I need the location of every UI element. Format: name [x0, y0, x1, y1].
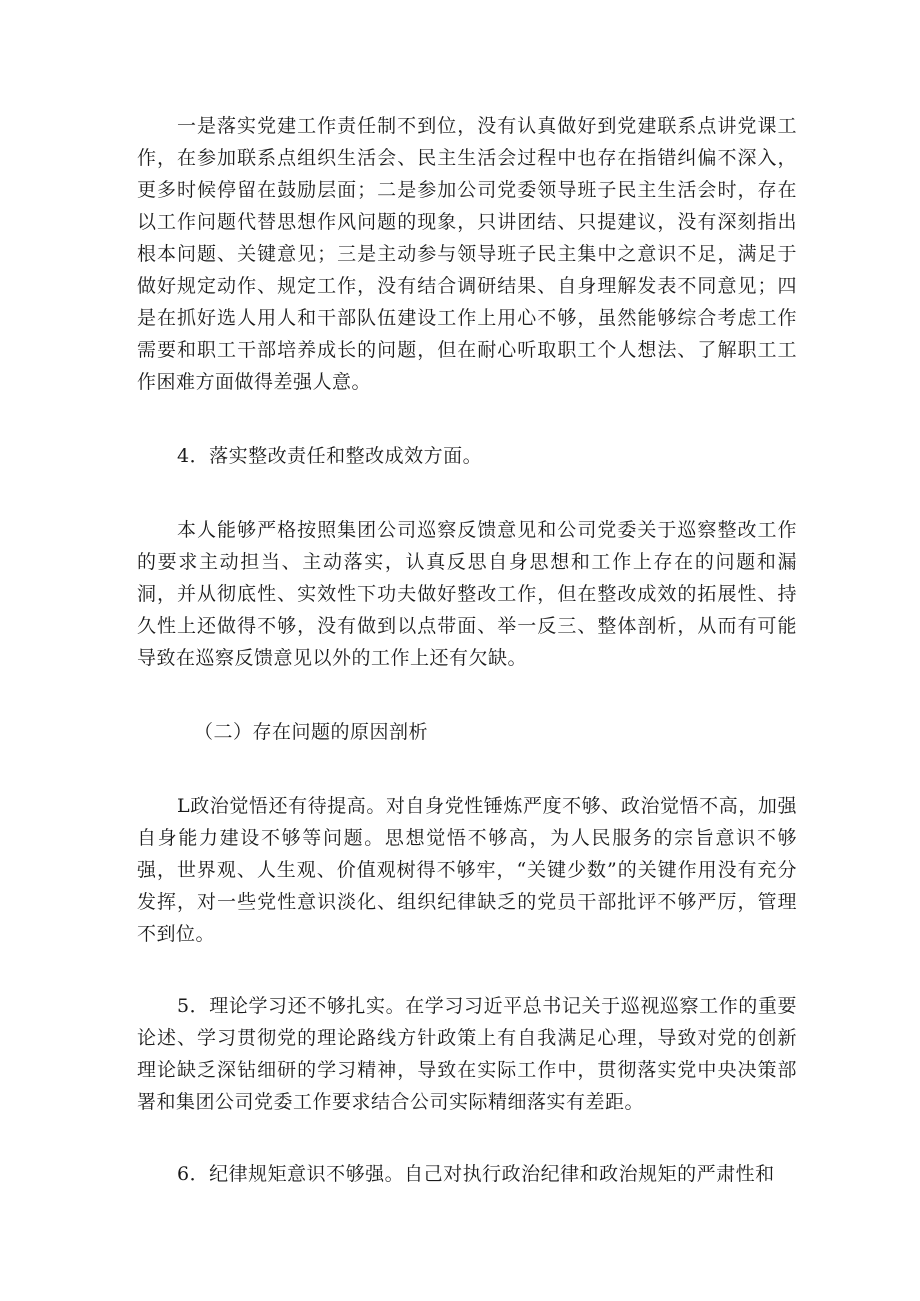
paragraph-rectification-effect: 本人能够严格按照集团公司巡察反馈意见和公司党委关于巡察整改工作的要求主动担当、主动落实，认真反思自身思想和工作上存在的问题和漏洞，并从彻底性、实效性下功夫做好整改工作，但在整改成效的拓展性、持久性上还做得不够，没有做到以点带面、举一反三、整体剖析，从而有可能导致在巡察反馈意见以外的工作上还有欠缺。 — [137, 519, 797, 669]
paragraph-discipline-awareness: 6．纪律规矩意识不够强。自己对执行政治纪律和政治规矩的严肃性和 — [177, 1163, 775, 1185]
paragraph-gap — [137, 472, 797, 514]
heading-cause-analysis: （二）存在问题的原因剖析 — [194, 721, 429, 743]
paragraph-gap — [137, 1118, 797, 1158]
paragraph-gap — [137, 674, 797, 716]
heading-rectification-responsibility: 4．落实整改责任和整改成效方面。 — [177, 445, 483, 467]
paragraph-gap — [137, 748, 797, 790]
paragraph-political-awareness: L政治觉悟还有待提高。对自身党性锤炼严度不够、政治觉悟不高，加强自身能力建设不够等问题。思想觉悟不够高，为人民服务的宗旨意识不够强，世界观、人生观、价值观树得不够牢，“关键少数”的关键作用没有充分发挥，对一些党性意识淡化、组织纪律缺乏的党员干部批评不够严厉，管理不到位。 — [137, 795, 797, 945]
paragraph-gap — [137, 398, 797, 440]
paragraph-party-building-responsibility: 一是落实党建工作责任制不到位，没有认真做好到党建联系点讲党课工作，在参加联系点组织生活会、民主生活会过程中也存在指错纠偏不深入，更多时候停留在鼓励层面；二是参加公司党委领导班子民主生活会时，存在以工作问题代替思想作风问题的现象，只讲团结、只提建议，没有深刻指出根本问题、关键意见；三是主动参与领导班子民主集中之意识不足，满足于做好规定动作、规定工作，没有结合调研结果、自身理解发表不同意见；四是在抓好选人用人和干部队伍建设工作上用心不够，虽然能够综合考虑工作需要和职工干部培养成长的问题，但在耐心听取职工个人想法、了解职工工作困难方面做得差强人意。 — [137, 115, 797, 393]
paragraph-gap — [137, 950, 797, 990]
paragraph-theory-study: 5．理论学习还不够扎实。在学习习近平总书记关于巡视巡察工作的重要论述、学习贯彻党的理论路线方针政策上有自我满足心理，导致对党的创新理论缺乏深钻细研的学习精神，导致在实际工作中，贯彻落实党中央决策部署和集团公司党委工作要求结合公司实际精细落实有差距。 — [137, 995, 797, 1113]
document-page — [137, 110, 797, 1190]
